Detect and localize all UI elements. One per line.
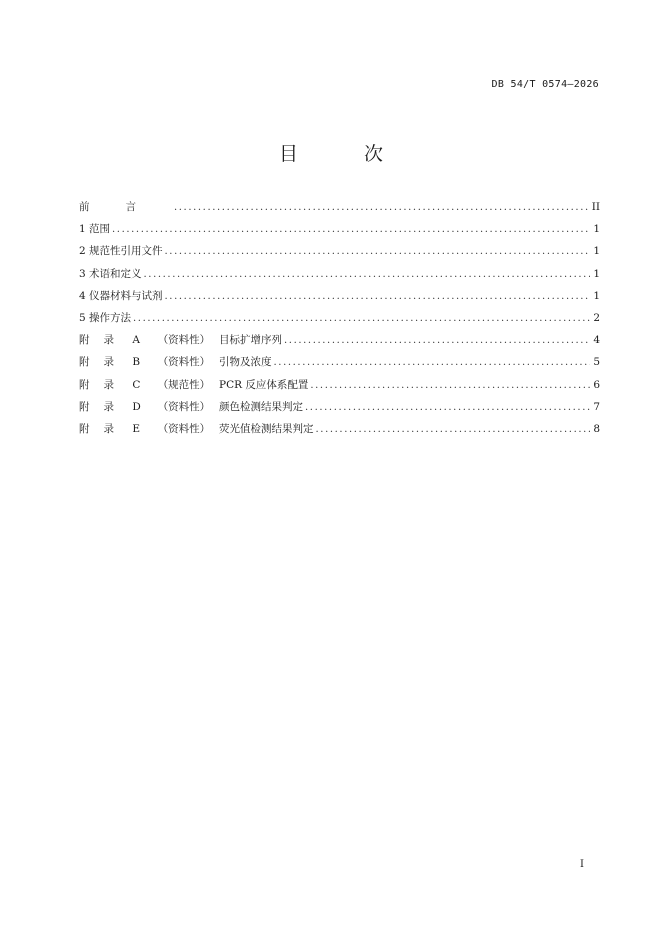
appendix-word: 附录: [79, 356, 128, 369]
toc-page-number: 1: [593, 267, 600, 280]
appendix-word: 附录: [79, 400, 128, 413]
toc-page-number: 6: [593, 378, 600, 391]
toc-entry-terms[interactable]: [79, 266, 600, 288]
appendix-word: 附录: [79, 334, 128, 347]
toc-entry-appendix-c[interactable]: [79, 377, 600, 399]
table-of-contents: [79, 199, 600, 443]
dot-leader: [165, 246, 590, 257]
dot-leader: [174, 202, 590, 213]
dot-leader: [305, 402, 590, 413]
appendix-label: [79, 354, 272, 369]
appendix-kind: （资料性）: [157, 334, 211, 347]
toc-entry-label: 4 仪器材料与试剂: [79, 289, 163, 302]
appendix-title: PCR 反应体系配置: [219, 378, 309, 391]
toc-page-number: 1: [593, 289, 600, 302]
appendix-title: 引物及浓度: [219, 356, 272, 369]
appendix-letter: E: [132, 422, 141, 435]
appendix-letter: C: [132, 378, 141, 391]
appendix-letter: D: [132, 400, 141, 413]
appendix-word: 附录: [79, 378, 128, 391]
appendix-letter: A: [132, 334, 140, 347]
toc-page-number: 5: [593, 356, 600, 369]
toc-entry-references[interactable]: [79, 243, 600, 265]
toc-entry-appendix-b[interactable]: [79, 354, 600, 376]
appendix-label: [79, 377, 308, 392]
dot-leader: [133, 313, 590, 324]
appendix-label: [79, 332, 282, 347]
toc-page-number: II: [591, 201, 600, 213]
page-title: 目 次: [278, 143, 414, 165]
appendix-kind: （资料性）: [157, 400, 211, 413]
toc-entry-label: 前言: [79, 201, 172, 213]
appendix-title: 荧光值检测结果判定: [219, 422, 314, 435]
toc-entry-appendix-a[interactable]: [79, 332, 600, 354]
dot-leader: [112, 224, 590, 235]
appendix-kind: （规范性）: [157, 378, 211, 391]
toc-entry-appendix-e[interactable]: [79, 421, 600, 443]
dot-leader: [274, 357, 590, 368]
toc-entry-appendix-d[interactable]: [79, 399, 600, 421]
toc-page-number: 2: [593, 311, 600, 324]
dot-leader: [144, 269, 590, 280]
standard-id: DB 54/T 0574—2026: [491, 79, 599, 90]
toc-entry-foreword[interactable]: [79, 199, 600, 221]
dot-leader: [284, 335, 590, 346]
toc-page-number: 1: [593, 223, 600, 236]
toc-page-number: 7: [593, 400, 600, 413]
appendix-label: [79, 399, 303, 414]
toc-entry-scope[interactable]: [79, 221, 600, 243]
toc-entry-label: 2 规范性引用文件: [79, 245, 163, 258]
appendix-label: [79, 421, 314, 436]
toc-entry-label: 5 操作方法: [79, 311, 132, 324]
appendix-title: 颜色检测结果判定: [219, 400, 304, 413]
toc-entry-materials[interactable]: [79, 288, 600, 310]
dot-leader: [165, 291, 590, 302]
footer-page-number: I: [580, 859, 584, 870]
dot-leader: [310, 380, 590, 391]
toc-entry-methods[interactable]: [79, 310, 600, 332]
toc-page-number: 8: [593, 422, 600, 435]
appendix-letter: B: [132, 356, 141, 369]
appendix-title: 目标扩增序列: [219, 334, 283, 347]
appendix-kind: （资料性）: [157, 422, 211, 435]
dot-leader: [316, 424, 590, 435]
toc-page-number: 4: [593, 334, 600, 347]
appendix-kind: （资料性）: [157, 356, 211, 369]
appendix-word: 附录: [79, 422, 128, 435]
toc-entry-label: 3 术语和定义: [79, 267, 142, 280]
toc-entry-label: 1 范围: [79, 223, 111, 236]
toc-page-number: 1: [593, 245, 600, 258]
